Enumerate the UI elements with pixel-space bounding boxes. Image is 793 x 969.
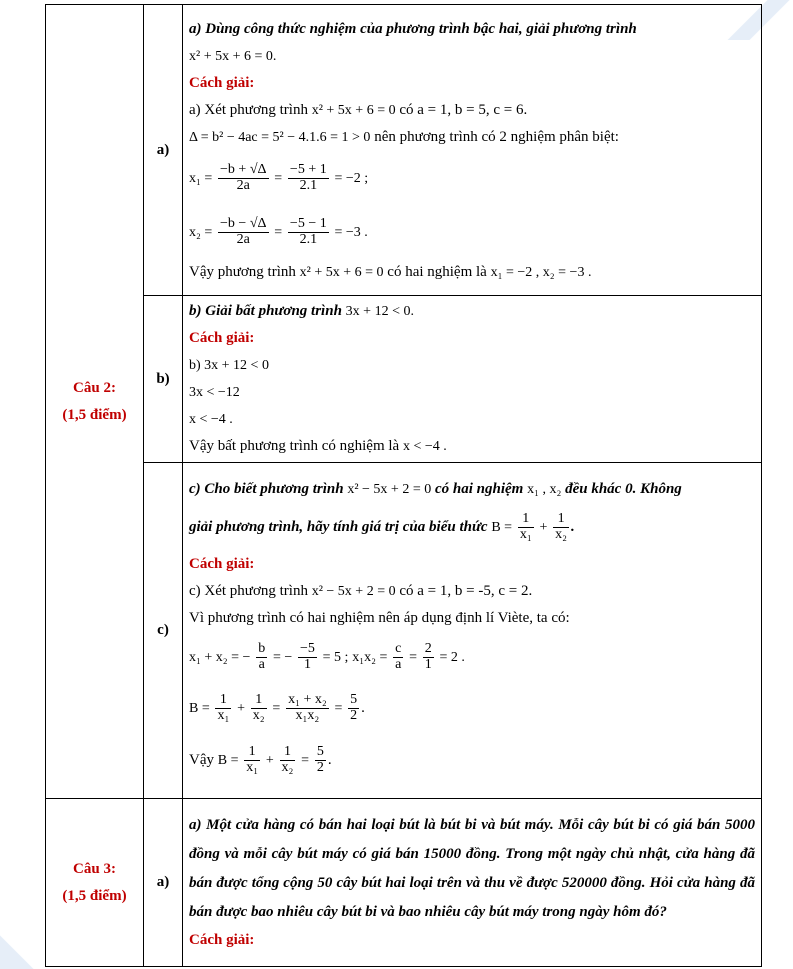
part-label: a) [144,5,183,296]
part-content-q2c [183,463,762,799]
problem-statement: giải phương trình, hãy tính giá trị của biểu thức B = $\frac{1}{\text{x₁}}$ + $\frac{1}{\text{x₂}}$ . [189,510,575,542]
part-content-q3a [183,799,762,967]
formula-x2: x₂ = $\frac{-b - √\Delta}{2a}$ = $\frac{-5 - 1}{2.1}$ = −3 . [189,215,368,247]
problem-equation: x² + 5x + 6 = 0. [189,48,277,64]
fraction: $\frac{5}{2}$ [350,691,358,723]
conclusion-line: Vậy bất phương trình có nghiệm là x < −4 . [189,438,447,454]
fraction: $\frac{-5 - 1}{2.1}$ [289,215,327,247]
fraction: $\frac{\text{x₁ + x₂}}{\text{x₁x₂}}$ [288,691,327,723]
question-title: Câu 3: [73,860,116,877]
problem-statement: a) Dùng công thức nghiệm của phương trình bậc hai, giải phương trình [189,20,637,37]
part-content-q2b [183,296,762,463]
solution-heading: Cách giải: [189,555,255,572]
question-points: (1,5 điểm) [62,406,127,423]
fraction: $\frac{1}{\text{x₂}}$ [252,691,265,723]
conclusion-line: Vậy phương trình x² + 5x + 6 = 0 có hai nghiệm là x₁ = −2 , x₂ = −3 . [189,263,592,280]
question-points: (1,5 điểm) [62,887,127,904]
part-label: c) [144,463,183,799]
problem-statement: c) Cho biết phương trình x² − 5x + 2 = 0 có hai nghiệm x₁ , x₂ đều khác 0. Không [189,480,682,497]
table-row-q2b [46,296,762,463]
fraction: $\frac{b}{a}$ [258,640,266,672]
solution-heading: Cách giải: [189,330,255,346]
viete-formulas: x₁ + x₂ = − $\frac{b}{a}$ = − $\frac{-5}{1}$ = 5 ; x₁x₂ = $\frac{c}{a}$ = $\frac{2}{1}$ = 2 . [189,640,465,672]
solution-heading: Cách giải: [189,74,255,91]
fraction: $\frac{1}{\text{x₁}}$ [217,691,230,723]
solution-line: b) 3x + 12 < 0 [189,358,269,373]
solution-line: a) Xét phương trình x² + 5x + 6 = 0 có a = 1, b = 5, c = 6. [189,101,528,118]
part-content-q2a [183,5,762,296]
fraction: $\frac{-5 + 1}{2.1}$ [289,161,327,193]
formula-x1: x₁ = $\frac{-b + √\Delta}{2a}$ = $\frac{-5 + 1}{2.1}$ = −2 ; [189,161,369,193]
problem-statement: a) Một cửa hàng có bán hai loại bút là bút bi và bút máy. Mỗi cây bút bi có giá bán 5000 đồng và mỗi cây bút máy có giá bán 15000 đồng. Trong một ngày chủ nhật, cửa hàng đã bán được tổng cộng 50 cây bút hai loại trên và thu về được 520000 đồng. Hỏi cửa hàng đã bán được bao nhiêu cây bút bi và bao nhiêu cây bút máy trong ngày hôm đó? [189,817,755,920]
fraction: $\frac{-b - √\Delta}{2a}$ [220,215,267,247]
problem-statement: b) Giải bất phương trình 3x + 12 < 0. [189,303,414,319]
conclusion-line: Vậy B = $\frac{1}{\text{x₁}}$ + $\frac{1}{\text{x₂}}$ = $\frac{5}{2}$ . [189,743,332,775]
table-row-q3a [46,799,762,967]
fraction: $\frac{2}{1}$ [424,640,432,672]
answer-key-table [45,4,762,967]
question-label-q3 [46,799,144,967]
solution-line: Δ = b² − 4ac = 5² − 4.1.6 = 1 > 0 nên phương trình có 2 nghiệm phân biệt: [189,128,619,145]
solution-line: 3x < −12 [189,385,240,400]
table-row-q2c [46,463,762,799]
fraction: $\frac{-b + √\Delta}{2a}$ [220,161,267,193]
fraction: $\frac{c}{a}$ [395,640,402,672]
fraction: $\frac{1}{\text{x₁}}$ [519,510,532,542]
table-row-q2a [46,5,762,296]
fraction: $\frac{-5}{1}$ [300,640,315,672]
formula-B: B = $\frac{1}{\text{x₁}}$ + $\frac{1}{\text{x₂}}$ = $\frac{\text{x₁ + x₂}}{\text{x₁x₂}}$ = $\frac{5}{2}$ . [189,691,365,723]
fraction: $\frac{1}{\text{x₂}}$ [281,743,294,775]
solution-line: Vì phương trình có hai nghiệm nên áp dụng định lí Viète, ta có: [189,609,570,626]
question-title: Câu 2: [73,379,116,396]
solution-line: c) Xét phương trình x² − 5x + 2 = 0 có a = 1, b = -5, c = 2. [189,582,533,599]
solution-heading: Cách giải: [189,932,255,948]
solution-line: x < −4 . [189,412,233,427]
part-label: b) [144,296,183,463]
fraction: $\frac{5}{2}$ [316,743,324,775]
part-label: a) [144,799,183,967]
fraction: $\frac{1}{\text{x₁}}$ [246,743,259,775]
fraction: $\frac{1}{\text{x₂}}$ [555,510,568,542]
question-label-q2 [46,5,144,799]
